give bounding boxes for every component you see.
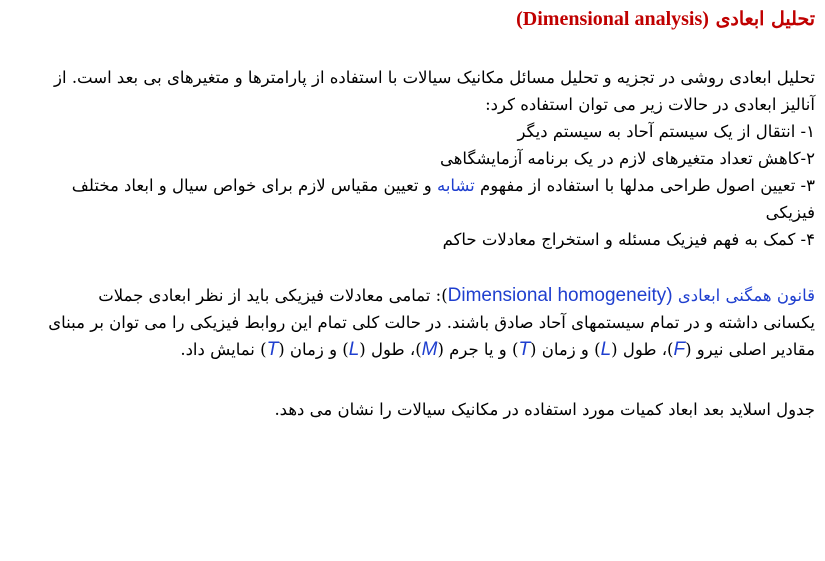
closing-line: جدول اسلاید بعد ابعاد کمیات مورد استفاده در مکانیک سیالات را نشان می دهد. [274,400,815,419]
text-fragment: ) و یا جرم ( [437,340,519,359]
list-item-1: ۱- انتقال از یک سیستم آحاد به سیستم دیگر [517,122,815,141]
list-item-2: ۲-کاهش تعداد متغیرهای لازم در یک برنامه آزمایشگاهی [439,149,815,168]
symbol-length: L [348,339,360,360]
text-fragment: )، طول ( [359,340,422,359]
intro-paragraph [20,64,815,253]
list-item-3-part-2: و تعیین مقیاس لازم برای خواص سیال و ابعاد مختلف [71,176,437,195]
symbol-mass: M [421,339,438,360]
intro-line-2: آنالیز ابعادی در حالات زیر می توان استفاده کرد: [485,95,815,114]
homogeneity-line-1-rest: ): تمامی معادلات فیزیکی باید از نظر ابعادی جملات [98,286,448,305]
symbol-time: T [518,339,531,360]
text-fragment: ) و زمان ( [530,340,601,359]
text-fragment: مقادیر اصلی نیرو ( [685,340,815,359]
homogeneity-label-en: (Dimensional homogeneity [447,285,673,306]
list-item-4: ۴- کمک به فهم فیزیک مسئله و استخراج معادلات حاکم [442,230,815,249]
title-english: (Dimensional analysis) [516,8,709,30]
list-item-3-part-1: ۳- تعیین اصول طراحی مدلها با استفاده از مفهوم [474,176,815,195]
closing-paragraph [20,396,815,423]
list-item-3 [20,172,815,199]
homogeneity-line-1 [20,282,815,309]
text-fragment: )، طول ( [611,340,674,359]
homogeneity-line-3 [20,336,815,363]
page-title [516,8,815,31]
homogeneity-paragraph [20,282,815,363]
homogeneity-label-fa: قانون همگنی ابعادی [677,286,815,305]
title-persian: تحلیل ابعادی [715,8,815,30]
text-fragment: ) و زمان ( [278,340,349,359]
homogeneity-line-2: یکسانی داشته و در تمام سیستمهای آحاد صادق باشند. در حالت کلی تمام این روابط فیزیکی را می توان بر مبنای [48,313,815,332]
symbol-length: L [600,339,612,360]
symbol-force: F [673,339,686,360]
text-fragment: ) نمایش داد. [180,340,267,359]
intro-line-1: تحلیل ابعادی روشی در تجزیه و تحلیل مسائل مکانیک سیالات با استفاده از پارامترها و متغیرهای بی بعد است. از [54,68,815,87]
symbol-time: T [266,339,279,360]
list-item-3-continuation: فیزیکی [765,203,815,222]
similarity-term: تشابه [436,176,475,195]
